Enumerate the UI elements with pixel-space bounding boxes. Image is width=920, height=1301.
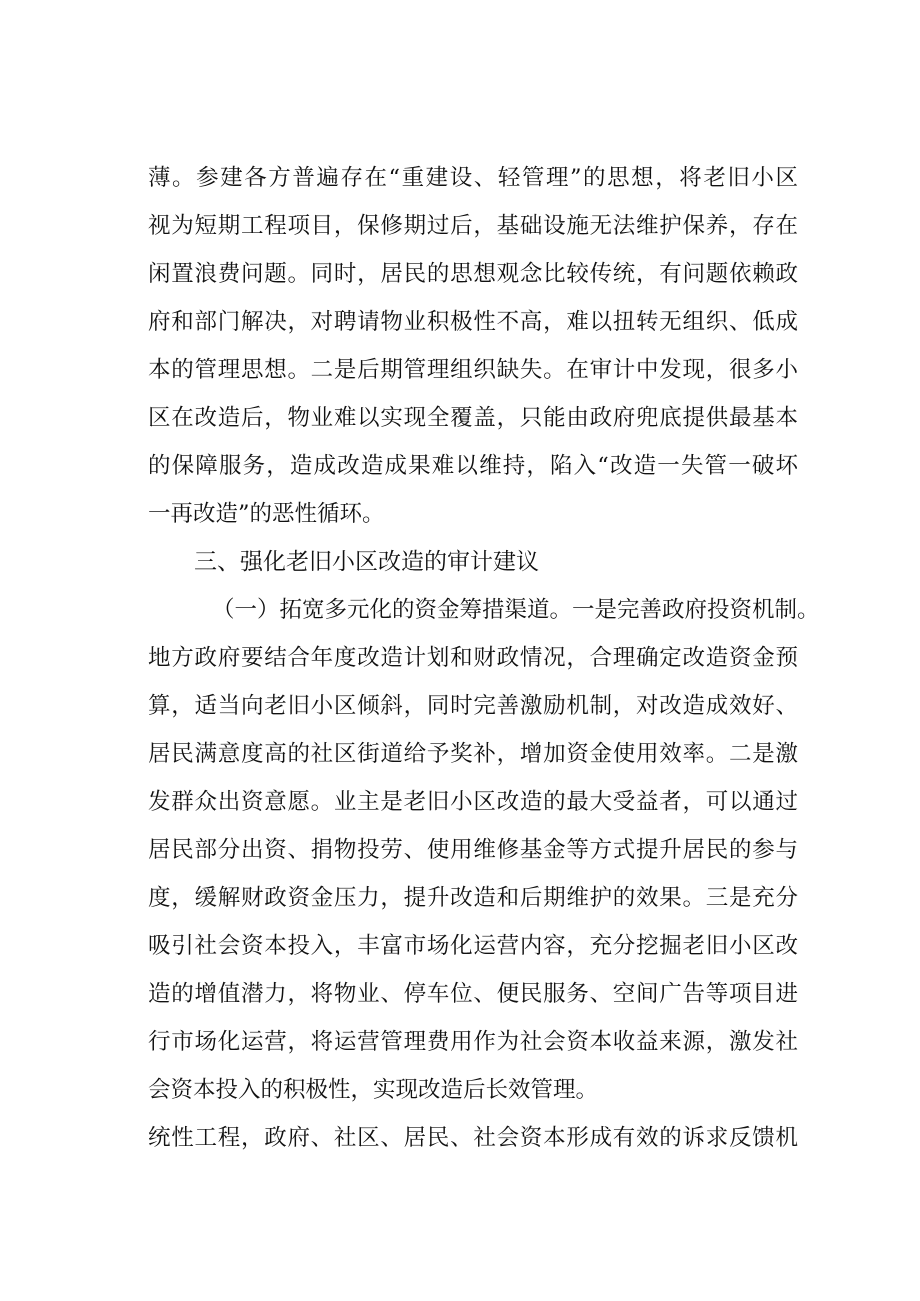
body-text-line: 的保障服务，造成改造成果难以维持，陷入“改造一失管一破坏 (148, 453, 798, 479)
section-heading: 三、强化老旧小区改造的审计建议 (194, 549, 539, 575)
body-text-line: 一再改造”的恶性循环。 (148, 501, 385, 527)
body-text-line: 统性工程，政府、社区、居民、社会资本形成有效的诉求反馈机 (148, 1125, 798, 1151)
body-text-line: 算，适当向老旧小区倾斜，同时完善激励机制，对改造成效好、 (148, 693, 798, 719)
body-text-line: 居民满意度高的社区街道给予奖补，增加资金使用效率。二是激 (148, 741, 798, 767)
body-text-line: 薄。参建各方普遍存在“重建设、轻管理”的思想，将老旧小区 (148, 165, 798, 191)
body-text-line: 造的增值潜力，将物业、停车位、便民服务、空间广告等项目进 (148, 981, 798, 1007)
body-text-line: 行市场化运营，将运营管理费用作为社会资本收益来源，激发社 (148, 1029, 798, 1055)
body-text-line: 视为短期工程项目，保修期过后，基础设施无法维护保养，存在 (148, 213, 798, 239)
body-text-line: 地方政府要结合年度改造计划和财政情况，合理确定改造资金预 (148, 645, 798, 671)
body-text-line: 本的管理思想。二是后期管理组织缺失。在审计中发现，很多小 (148, 357, 798, 383)
body-text-line: 闲置浪费问题。同时，居民的思想观念比较传统，有问题依赖政 (148, 261, 798, 287)
body-text-line: 会资本投入的积极性，实现改造后长效管理。 (148, 1077, 599, 1103)
body-text-line: 发群众出资意愿。业主是老旧小区改造的最大受益者，可以通过 (148, 789, 798, 815)
body-text-line: 吸引社会资本投入，丰富市场化运营内容，充分挖掘老旧小区改 (148, 933, 798, 959)
body-text-line: 居民部分出资、捐物投劳、使用维修基金等方式提升居民的参与 (148, 837, 798, 863)
body-text-line: （一）拓宽多元化的资金筹措渠道。一是完善政府投资机制。 (212, 597, 820, 623)
body-text-line: 区在改造后，物业难以实现全覆盖，只能由政府兜底提供最基本 (148, 405, 798, 431)
body-text-line: 度，缓解财政资金压力，提升改造和后期维护的效果。三是充分 (148, 885, 798, 911)
body-text-line: 府和部门解决，对聘请物业积极性不高，难以扭转无组织、低成 (148, 309, 798, 335)
